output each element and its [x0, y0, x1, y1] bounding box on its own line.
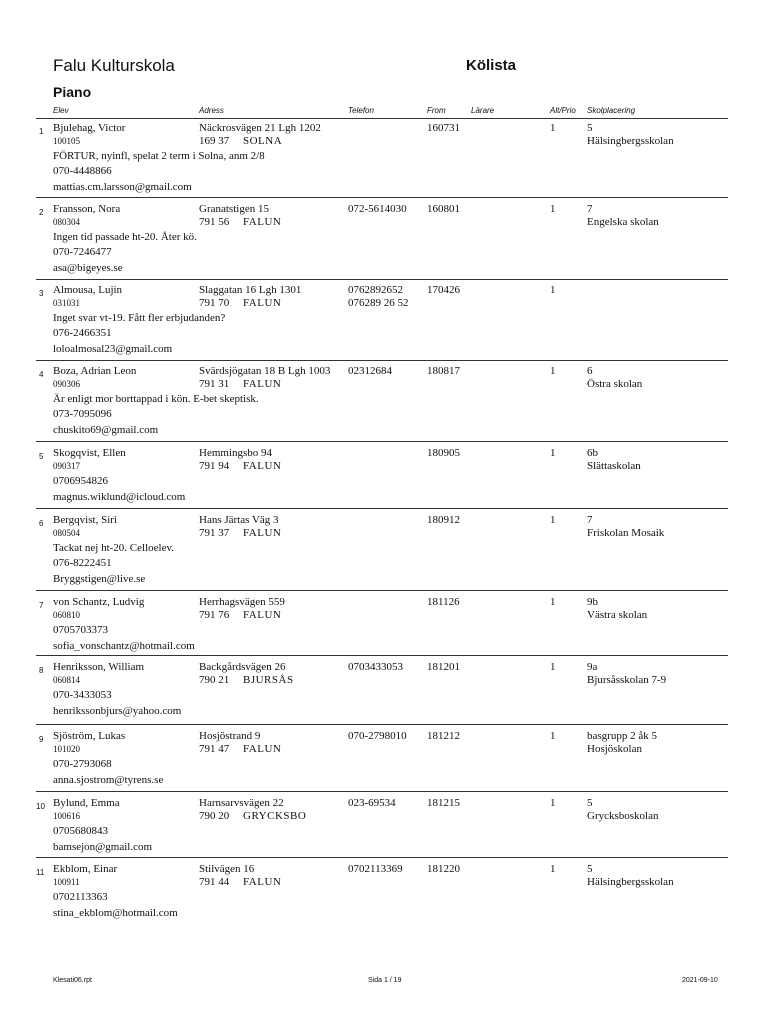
column-header-skolplacering: Skolplacering	[587, 106, 636, 115]
record-divider	[36, 791, 728, 792]
grade: 7	[587, 203, 593, 215]
record-number: 8	[39, 666, 44, 675]
postal-code: 791 56	[199, 216, 230, 228]
street-address: Näckrosvägen 21 Lgh 1202	[199, 122, 321, 134]
student-name: Bergqvist, Siri	[53, 514, 117, 526]
instrument-heading: Piano	[53, 84, 92, 100]
queue-from-date: 180817	[427, 365, 460, 377]
mobile-number: 076-8222451	[53, 557, 112, 569]
priority: 1	[550, 447, 556, 459]
student-id: 060810	[53, 610, 80, 620]
grade: 6	[587, 365, 593, 377]
email: magnus.wiklund@icloud.com	[53, 491, 186, 503]
record-number: 3	[39, 289, 44, 298]
street-address: Slaggatan 16 Lgh 1301	[199, 284, 302, 296]
mobile-number: 0702113363	[53, 891, 108, 903]
note: Är enligt mor borttappad i kön. E-bet skeptisk.	[53, 393, 259, 405]
note: Ingen tid passade ht-20. Åter kö.	[53, 231, 197, 243]
grade: 5	[587, 863, 593, 875]
grade: 5	[587, 122, 593, 134]
school-placement: Friskolan Mosaik	[587, 527, 665, 539]
city: FALUN	[243, 743, 282, 755]
footer-report-name: Klesati06.rpt	[53, 977, 92, 984]
student-id: 060814	[53, 675, 80, 685]
phone-primary: 0762892652	[348, 284, 403, 296]
street-address: Backgårdsvägen 26	[199, 661, 286, 673]
student-name: Bylund, Emma	[53, 797, 120, 809]
column-header-from: From	[427, 106, 446, 115]
record-number: 9	[39, 735, 44, 744]
student-id: 080304	[53, 217, 80, 227]
postal-code: 791 44	[199, 876, 230, 888]
city: FALUN	[243, 876, 282, 888]
footer-date: 2021-09-10	[682, 977, 718, 984]
city: FALUN	[243, 609, 282, 621]
priority: 1	[550, 284, 556, 296]
priority: 1	[550, 203, 556, 215]
grade: basgrupp 2 åk 5	[587, 730, 657, 742]
postal-code: 791 37	[199, 527, 230, 539]
email: Bryggstigen@live.se	[53, 573, 146, 585]
street-address: Hemmingsbo 94	[199, 447, 273, 459]
email: sofia_vonschantz@hotmail.com	[53, 640, 195, 652]
column-header-larare: Lärare	[471, 106, 495, 115]
grade: 5	[587, 797, 593, 809]
student-id: 101020	[53, 744, 80, 754]
grade: 9b	[587, 596, 598, 608]
record-divider	[36, 857, 728, 858]
grade: 7	[587, 514, 593, 526]
school-placement: Slättaskolan	[587, 460, 641, 472]
email: chuskito69@gmail.com	[53, 424, 159, 436]
street-address: Svärdsjögatan 18 B Lgh 1003	[199, 365, 331, 377]
record-divider	[36, 360, 728, 361]
city: FALUN	[243, 297, 282, 309]
postal-code: 169 37	[199, 135, 230, 147]
street-address: Harnsarvsvägen 22	[199, 797, 284, 809]
postal-code: 790 21	[199, 674, 230, 686]
header-divider	[36, 118, 728, 119]
student-name: Bjulehag, Victor	[53, 122, 126, 134]
priority: 1	[550, 596, 556, 608]
email: henrikssonbjurs@yahoo.com	[53, 705, 182, 717]
phone-primary: 0702113369	[348, 863, 403, 875]
record-divider	[36, 724, 728, 725]
student-name: von Schantz, Ludvig	[53, 596, 145, 608]
school-placement: Grycksboskolan	[587, 810, 659, 822]
postal-code: 791 31	[199, 378, 230, 390]
queue-from-date: 180912	[427, 514, 460, 526]
record-divider	[36, 279, 728, 280]
queue-from-date: 181126	[427, 596, 460, 608]
email: anna.sjostrom@tyrens.se	[53, 774, 164, 786]
student-name: Ekblom, Einar	[53, 863, 118, 875]
mobile-number: 0706954826	[53, 475, 108, 487]
record-number: 5	[39, 452, 44, 461]
school-placement: Engelska skolan	[587, 216, 659, 228]
grade: 6b	[587, 447, 598, 459]
mobile-number: 0705680843	[53, 825, 108, 837]
student-id: 100616	[53, 811, 80, 821]
city: FALUN	[243, 527, 282, 539]
student-name: Boza, Adrian Leon	[53, 365, 137, 377]
email: asa@bigeyes.se	[53, 262, 123, 274]
email: mattias.cm.larsson@gmail.com	[53, 181, 192, 193]
school-placement: Hosjöskolan	[587, 743, 642, 755]
student-name: Henriksson, William	[53, 661, 145, 673]
record-number: 1	[39, 127, 44, 136]
priority: 1	[550, 661, 556, 673]
postal-code: 791 47	[199, 743, 230, 755]
city: BJURSÅS	[243, 674, 294, 686]
page-title: Kölista	[466, 57, 517, 74]
column-header-altprio: Alt/Prio	[550, 106, 576, 115]
student-name: Skogqvist, Ellen	[53, 447, 126, 459]
record-number: 6	[39, 519, 44, 528]
priority: 1	[550, 122, 556, 134]
column-header-adress: Adress	[199, 106, 224, 115]
street-address: Herrhagsvägen 559	[199, 596, 285, 608]
record-number: 4	[39, 370, 44, 379]
queue-from-date: 181220	[427, 863, 460, 875]
priority: 1	[550, 365, 556, 377]
record-number: 7	[39, 601, 44, 610]
postal-code: 791 94	[199, 460, 230, 472]
note: FÖRTUR, nyinfl, spelat 2 term i Solna, anm 2/8	[53, 150, 265, 162]
email: loloalmosal23@gmail.com	[53, 343, 173, 355]
mobile-number: 073-7095096	[53, 408, 112, 420]
street-address: Hans Järtas Väg 3	[199, 514, 279, 526]
mobile-number: 0705703373	[53, 624, 108, 636]
postal-code: 790 20	[199, 810, 230, 822]
record-number: 2	[39, 208, 44, 217]
school-placement: Östra skolan	[587, 378, 643, 390]
email: stina_ekblom@hotmail.com	[53, 907, 178, 919]
phone-primary: 070-2798010	[348, 730, 407, 742]
city: SOLNA	[243, 135, 283, 147]
school-placement: Hälsingbergsskolan	[587, 876, 674, 888]
priority: 1	[550, 514, 556, 526]
record-divider	[36, 590, 728, 591]
student-id: 090306	[53, 379, 80, 389]
phone-primary: 0703433053	[348, 661, 403, 673]
record-number: 11	[36, 868, 45, 877]
street-address: Stilvägen 16	[199, 863, 255, 875]
student-id: 031031	[53, 298, 80, 308]
phone-primary: 02312684	[348, 365, 392, 377]
postal-code: 791 70	[199, 297, 230, 309]
postal-code: 791 76	[199, 609, 230, 621]
column-header-telefon: Telefon	[348, 106, 374, 115]
priority: 1	[550, 797, 556, 809]
student-id: 100105	[53, 136, 80, 146]
grade: 9a	[587, 661, 598, 673]
priority: 1	[550, 730, 556, 742]
queue-from-date: 180905	[427, 447, 460, 459]
city: FALUN	[243, 216, 282, 228]
street-address: Hosjöstrand 9	[199, 730, 261, 742]
student-name: Fransson, Nora	[53, 203, 121, 215]
school-placement: Hälsingbergsskolan	[587, 135, 674, 147]
footer-page-number: Sida 1 / 19	[368, 977, 402, 984]
queue-from-date: 160801	[427, 203, 460, 215]
mobile-number: 076-2466351	[53, 327, 112, 339]
school-placement: Västra skolan	[587, 609, 648, 621]
mobile-number: 070-4448866	[53, 165, 112, 177]
student-id: 100911	[53, 877, 80, 887]
email: bamsejon@gmail.com	[53, 841, 153, 853]
student-name: Almousa, Lujin	[53, 284, 123, 296]
column-header-elev: Elev	[53, 106, 69, 115]
mobile-number: 070-3433053	[53, 689, 112, 701]
school-placement: Bjursåsskolan 7-9	[587, 674, 667, 686]
note: Tackat nej ht-20. Celloelev.	[53, 542, 174, 554]
mobile-number: 070-2793068	[53, 758, 112, 770]
street-address: Granatstigen 15	[199, 203, 269, 215]
student-name: Sjöström, Lukas	[53, 730, 126, 742]
record-divider	[36, 441, 728, 442]
record-divider	[36, 197, 728, 198]
queue-from-date: 170426	[427, 284, 460, 296]
phone-primary: 023-69534	[348, 797, 396, 809]
record-divider	[36, 655, 728, 656]
priority: 1	[550, 863, 556, 875]
record-number: 10	[36, 802, 45, 811]
school-name: Falu Kulturskola	[53, 56, 175, 75]
queue-from-date: 181212	[427, 730, 460, 742]
city: FALUN	[243, 460, 282, 472]
queue-from-date: 181215	[427, 797, 460, 809]
city: FALUN	[243, 378, 282, 390]
student-id: 080504	[53, 528, 80, 538]
queue-from-date: 181201	[427, 661, 460, 673]
note: Inget svar vt-19. Fått fler erbjudanden?	[53, 312, 226, 324]
phone-secondary: 076289 26 52	[348, 297, 409, 309]
city: GRYCKSBO	[243, 810, 307, 822]
record-divider	[36, 508, 728, 509]
mobile-number: 070-7246477	[53, 246, 112, 258]
phone-primary: 072-5614030	[348, 203, 407, 215]
queue-from-date: 160731	[427, 122, 460, 134]
student-id: 090317	[53, 461, 80, 471]
